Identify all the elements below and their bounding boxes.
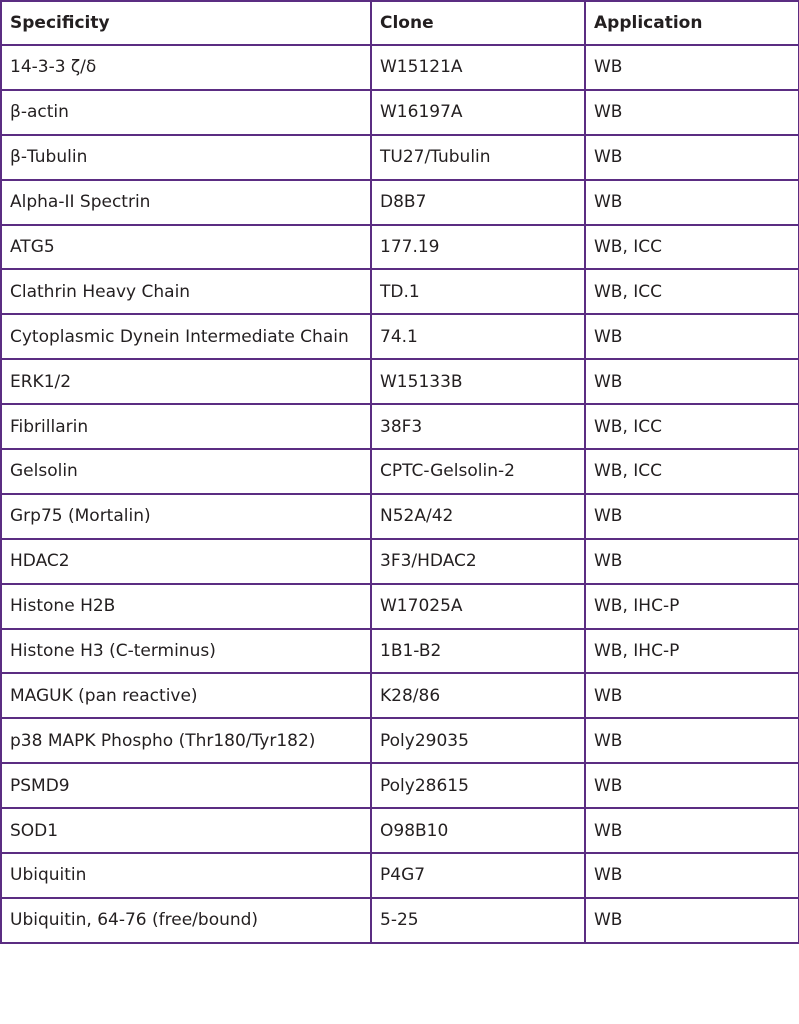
cell-specificity: Alpha-II Spectrin: [1, 180, 371, 225]
table-body: [1, 45, 799, 943]
cell-clone: 3F3/HDAC2: [371, 539, 585, 584]
cell-application: WB, IHC-P: [585, 629, 799, 674]
table-row: [1, 90, 799, 135]
cell-application: WB, ICC: [585, 449, 799, 494]
cell-specificity: HDAC2: [1, 539, 371, 584]
table-row: [1, 763, 799, 808]
table-row: [1, 808, 799, 853]
cell-application: WB: [585, 90, 799, 135]
cell-application: WB, ICC: [585, 225, 799, 270]
cell-specificity: Clathrin Heavy Chain: [1, 269, 371, 314]
cell-clone: TU27/Tubulin: [371, 135, 585, 180]
table-row: [1, 853, 799, 898]
table-row: [1, 629, 799, 674]
cell-application: WB: [585, 673, 799, 718]
cell-clone: W16197A: [371, 90, 585, 135]
cell-clone: 5-25: [371, 898, 585, 943]
table-row: [1, 898, 799, 943]
cell-clone: D8B7: [371, 180, 585, 225]
cell-specificity: Cytoplasmic Dynein Intermediate Chain: [1, 314, 371, 359]
cell-application: WB: [585, 135, 799, 180]
cell-clone: Poly28615: [371, 763, 585, 808]
header-row: [1, 1, 799, 45]
cell-clone: W15121A: [371, 45, 585, 90]
cell-clone: TD.1: [371, 269, 585, 314]
cell-clone: N52A/42: [371, 494, 585, 539]
cell-application: WB: [585, 853, 799, 898]
cell-specificity: Fibrillarin: [1, 404, 371, 449]
cell-application: WB: [585, 359, 799, 404]
cell-clone: 74.1: [371, 314, 585, 359]
cell-specificity: SOD1: [1, 808, 371, 853]
table-row: [1, 225, 799, 270]
cell-application: WB, IHC-P: [585, 584, 799, 629]
cell-specificity: 14-3-3 ζ/δ: [1, 45, 371, 90]
cell-clone: W15133B: [371, 359, 585, 404]
cell-application: WB: [585, 718, 799, 763]
table-row: [1, 673, 799, 718]
cell-specificity: β-Tubulin: [1, 135, 371, 180]
table-row: [1, 404, 799, 449]
cell-specificity: PSMD9: [1, 763, 371, 808]
cell-specificity: Grp75 (Mortalin): [1, 494, 371, 539]
cell-specificity: Ubiquitin: [1, 853, 371, 898]
cell-clone: 1B1-B2: [371, 629, 585, 674]
table-row: [1, 539, 799, 584]
cell-application: WB: [585, 539, 799, 584]
header-specificity: Specificity: [1, 1, 371, 45]
cell-clone: 38F3: [371, 404, 585, 449]
cell-application: WB, ICC: [585, 269, 799, 314]
cell-application: WB: [585, 314, 799, 359]
header-application: Application: [585, 1, 799, 45]
header-clone: Clone: [371, 1, 585, 45]
cell-clone: O98B10: [371, 808, 585, 853]
cell-specificity: MAGUK (pan reactive): [1, 673, 371, 718]
cell-specificity: ERK1/2: [1, 359, 371, 404]
table-header: [1, 1, 799, 45]
cell-application: WB: [585, 763, 799, 808]
table-row: [1, 314, 799, 359]
cell-specificity: p38 MAPK Phospho (Thr180/Tyr182): [1, 718, 371, 763]
table-row: [1, 135, 799, 180]
table-row: [1, 494, 799, 539]
table-row: [1, 45, 799, 90]
table-row: [1, 269, 799, 314]
cell-clone: 177.19: [371, 225, 585, 270]
table-row: [1, 718, 799, 763]
cell-application: WB: [585, 898, 799, 943]
cell-clone: K28/86: [371, 673, 585, 718]
table-row: [1, 449, 799, 494]
cell-application: WB: [585, 494, 799, 539]
cell-clone: W17025A: [371, 584, 585, 629]
cell-application: WB: [585, 180, 799, 225]
cell-clone: Poly29035: [371, 718, 585, 763]
cell-application: WB: [585, 45, 799, 90]
table-row: [1, 180, 799, 225]
cell-specificity: ATG5: [1, 225, 371, 270]
cell-specificity: Histone H2B: [1, 584, 371, 629]
cell-specificity: Histone H3 (C-terminus): [1, 629, 371, 674]
cell-specificity: β-actin: [1, 90, 371, 135]
table-row: [1, 359, 799, 404]
cell-clone: P4G7: [371, 853, 585, 898]
cell-clone: CPTC-Gelsolin-2: [371, 449, 585, 494]
cell-specificity: Gelsolin: [1, 449, 371, 494]
table-row: [1, 584, 799, 629]
cell-application: WB, ICC: [585, 404, 799, 449]
cell-specificity: Ubiquitin, 64-76 (free/bound): [1, 898, 371, 943]
cell-application: WB: [585, 808, 799, 853]
